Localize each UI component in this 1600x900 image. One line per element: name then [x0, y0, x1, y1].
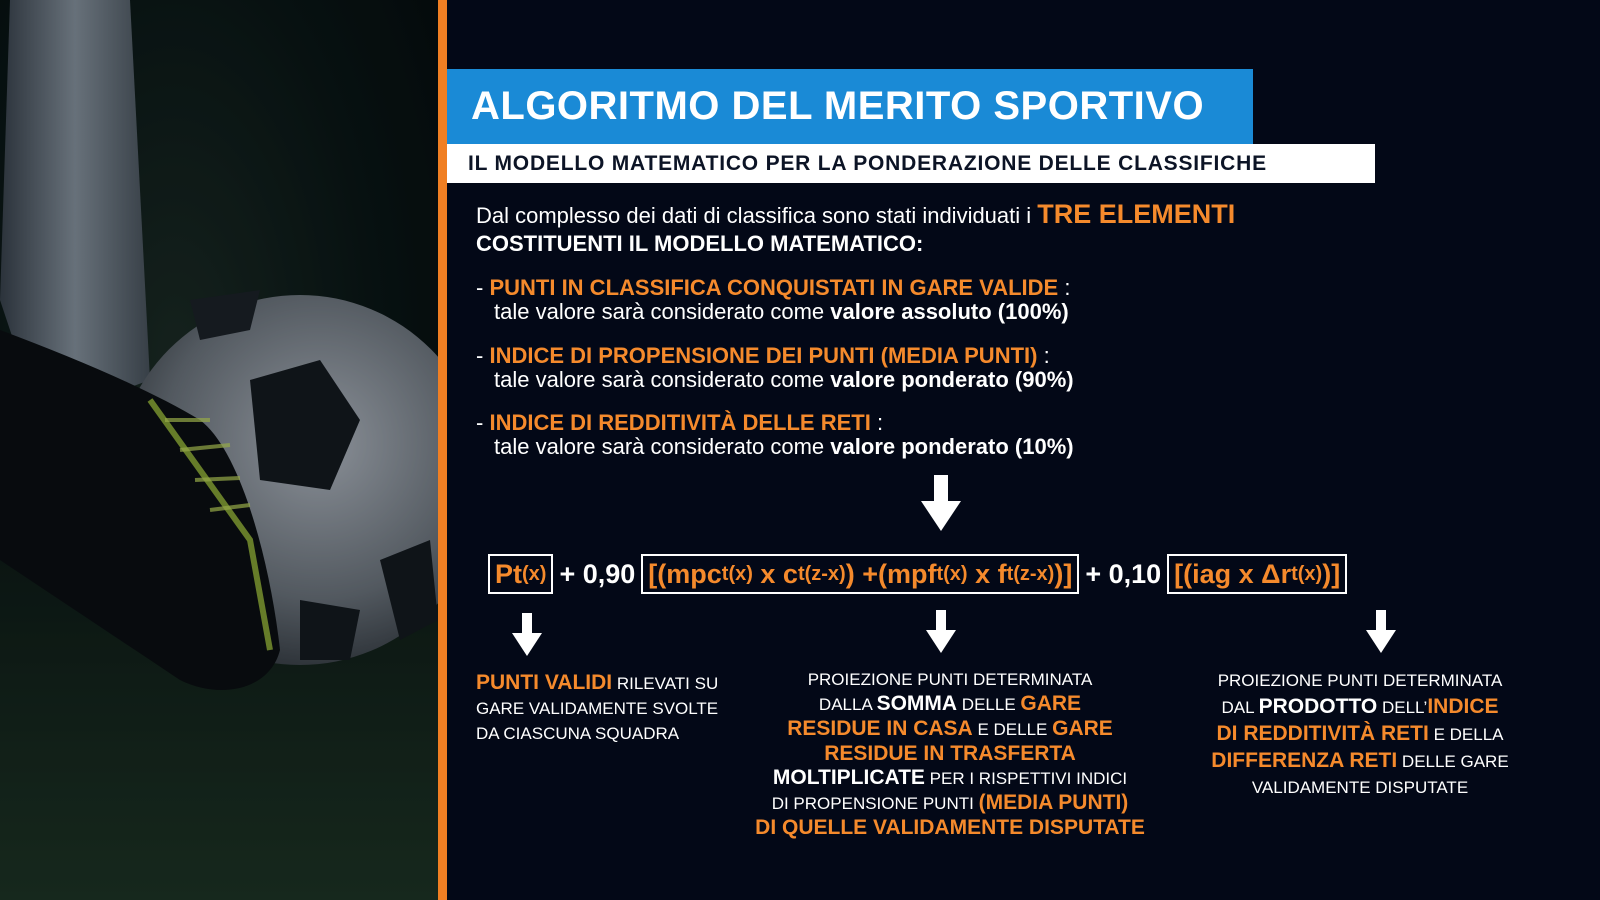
element-item-2 [476, 344, 1376, 392]
desc-highlight: PRODOTTO [1258, 695, 1378, 718]
item-colon: : [1064, 275, 1071, 300]
arrow-down-icon [1366, 610, 1396, 654]
soccer-ball-illustration [0, 0, 438, 900]
formula-text: )] [1322, 558, 1341, 589]
desc-text: DALLA [818, 695, 877, 714]
formula-term-projection [641, 554, 1079, 594]
subtitle-banner [447, 144, 1375, 183]
item-label: INDICE DI PROPENSIONE DEI PUNTI (MEDIA PUNTI) [489, 343, 1038, 368]
desc-highlight: INDICE [1427, 695, 1499, 718]
item-dash: - [476, 410, 484, 435]
element-item-3 [476, 411, 1376, 459]
desc-highlight: PUNTI VALIDI [476, 671, 613, 694]
item-colon: : [1043, 343, 1050, 368]
item-label: PUNTI IN CLASSIFICA CONQUISTATI IN GARE VALIDE [489, 275, 1059, 300]
page-subtitle: IL MODELLO MATEMATICO PER LA PONDERAZIONE DELLE CLASSIFICHE [468, 151, 1267, 175]
desc-points [476, 670, 756, 746]
formula-text: Pt [495, 558, 522, 589]
desc-text: DI PROPENSIONE PUNTI [771, 794, 979, 813]
desc-highlight: DI REDDITIVITÀ RETI [1216, 722, 1429, 745]
desc-text: E DELLA [1428, 725, 1504, 744]
formula-subscript: (x) [522, 562, 547, 585]
desc-text: DELLE GARE [1397, 752, 1509, 771]
arrow-down-icon [512, 613, 542, 657]
desc-text: VALIDAMENTE DISPUTATE [1251, 778, 1469, 797]
formula-term-points [488, 554, 553, 594]
formula-text: x c [752, 558, 798, 589]
item-label: INDICE DI REDDITIVITÀ DELLE RETI [489, 410, 871, 435]
orange-divider [438, 0, 447, 900]
desc-text: DELL’ [1377, 698, 1428, 717]
desc-highlight: RESIDUE IN CASA [787, 717, 973, 740]
desc-text: PROIEZIONE PUNTI DETERMINATA [807, 670, 1093, 689]
page-title: ALGORITMO DEL MERITO SPORTIVO [471, 84, 1205, 128]
item-colon: : [876, 410, 884, 435]
intro-text [476, 200, 1376, 258]
arrow-down-icon [921, 475, 961, 533]
desc-text: DA CIASCUNA SQUADRA [476, 724, 680, 743]
desc-text: RILEVATI SU [612, 674, 719, 693]
desc-text: PER I RISPETTIVI INDICI [924, 769, 1128, 788]
desc-highlight: (MEDIA PUNTI) [978, 791, 1129, 814]
hero-photo [0, 0, 438, 900]
item-desc: tale valore sarà considerato come [494, 367, 825, 392]
arrow-down-icon [926, 610, 956, 654]
formula-subscript: t(x) [936, 562, 968, 585]
item-value: valore assoluto (100%) [830, 299, 1069, 324]
element-item-1 [476, 276, 1376, 324]
desc-text: GARE VALIDAMENTE SVOLTE [476, 699, 719, 718]
desc-text: DELLE [957, 695, 1021, 714]
item-desc: tale valore sarà considerato come [494, 299, 825, 324]
formula-text: [(mpc [648, 558, 722, 589]
formula-term-goals [1167, 554, 1347, 594]
formula-subscript: t(x) [721, 562, 753, 585]
desc-highlight: RESIDUE IN TRASFERTA [824, 742, 1076, 765]
item-desc: tale valore sarà considerato come [494, 434, 825, 459]
item-dash: - [476, 275, 484, 300]
intro-line2: COSTITUENTI IL MODELLO MATEMATICO: [476, 231, 924, 256]
desc-text: PROIEZIONE PUNTI DETERMINATA [1217, 671, 1503, 690]
item-dash: - [476, 343, 484, 368]
formula-operator: + 0,90 [559, 558, 636, 589]
item-value: valore ponderato (10%) [830, 434, 1074, 459]
formula-text: ) +(mpf [845, 558, 937, 589]
desc-highlight: SOMMA [876, 692, 958, 715]
desc-highlight: GARE [1052, 717, 1113, 740]
formula-text: [(iag x Δr [1174, 558, 1292, 589]
intro-line1: Dal complesso dei dati di classifica sono stati individuati i [476, 203, 1032, 228]
formula [488, 553, 1347, 595]
formula-operator: + 0,10 [1085, 558, 1162, 589]
desc-highlight: GARE [1020, 692, 1082, 715]
formula-subscript: t(z-x) [797, 562, 846, 585]
desc-highlight: MOLTIPLICATE [772, 766, 925, 789]
desc-highlight: DI QUELLE VALIDAMENTE DISPUTATE [755, 816, 1145, 839]
title-banner [447, 69, 1253, 144]
formula-subscript: t(z-x) [1006, 562, 1055, 585]
desc-projection [740, 668, 1160, 840]
desc-highlight: DIFFERENZA RETI [1211, 749, 1398, 772]
desc-text: DAL [1221, 698, 1259, 717]
item-value: valore ponderato (90%) [830, 367, 1074, 392]
formula-subscript: t(x) [1291, 562, 1323, 585]
formula-text: x f [967, 558, 1007, 589]
intro-highlight: TRE ELEMENTI [1037, 199, 1236, 229]
desc-text: E DELLE [972, 720, 1053, 739]
formula-text: )] [1054, 558, 1073, 589]
desc-goals [1195, 668, 1525, 801]
